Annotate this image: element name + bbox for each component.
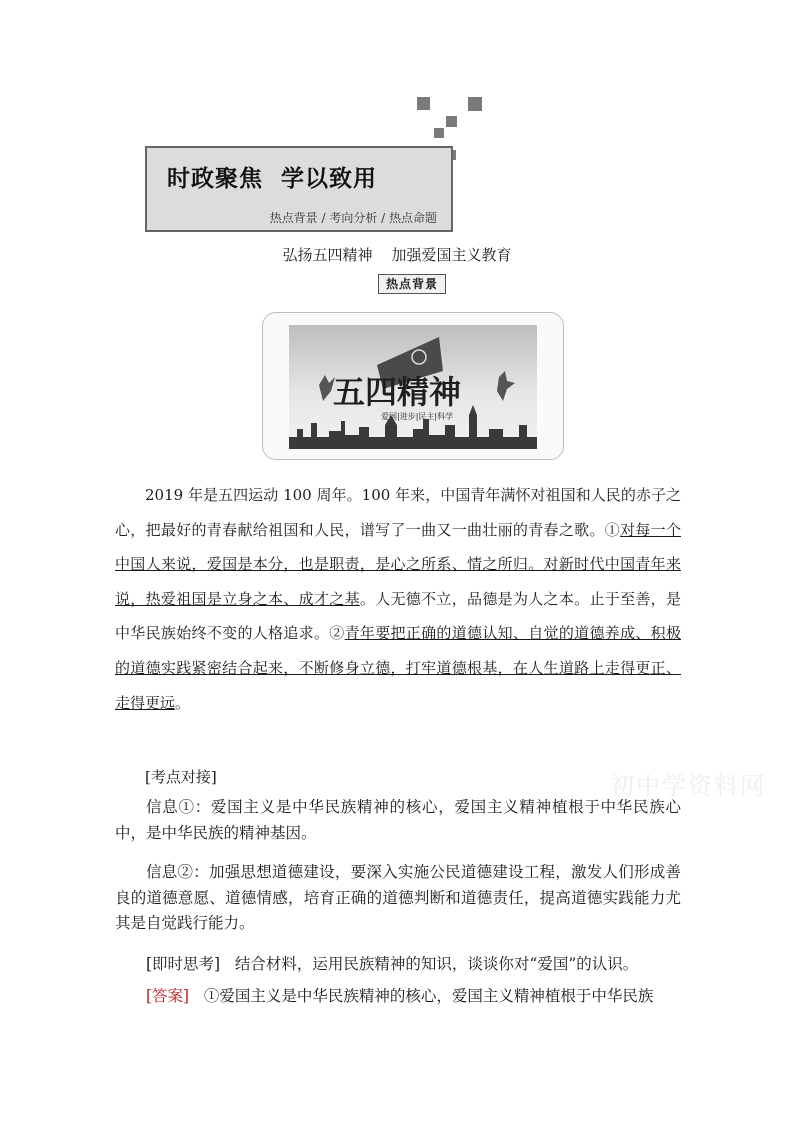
main-paragraph: [115, 478, 681, 720]
info-2: 信息②：加强思想道德建设，要深入实施公民道德建设工程，激发人们形成善良的道德意愿、道德情感，培育正确的道德判断和道德责任，提高道德实践能力尤其是自觉践行能力。: [115, 863, 681, 932]
answer-text: ①爱国主义是中华民族精神的核心，爱国主义精神植根于中华民族: [189, 987, 654, 1005]
underlined-text: 对每一个中国人来说，爱国是本分，也是职责，是心之所系、情之所归。对新时代中国青年来说，热爱祖国是立身之本、成才之基: [115, 520, 681, 608]
decor-square: [468, 97, 482, 111]
answer-label: [答案]: [146, 987, 190, 1005]
kaodian-label: [考点对接]: [145, 768, 217, 786]
may-fourth-banner-image: [289, 325, 537, 449]
think-label: [即时思考]: [146, 955, 221, 973]
watermark: 初中学资料网: [610, 772, 766, 800]
header-subtitle: 热点背景 / 考向分析 / 热点命题: [269, 211, 437, 225]
image-frame: [262, 312, 564, 460]
banner-slogan: 爱国|进步|民主|科学: [381, 412, 454, 421]
paragraph-text: 2019 年是五四运动 100 周年。100 年来，中国青年满怀对祖国和人民的赤子之心，把最好的青春献给祖国和人民，谱写了一曲又一曲壮丽的青春之歌。①: [115, 486, 681, 539]
section-tag: 热点背景: [378, 274, 446, 294]
section-header: [145, 146, 453, 232]
underlined-text: 青年要把正确的道德认知、自觉的道德养成、积极的道德实践紧密结合起来，不断修身立德，打牢道德根基，在人生道路上走得更正、走得更远: [115, 624, 681, 712]
paragraph-text: 。: [175, 693, 191, 712]
think-text: 结合材料，运用民族精神的知识，谈谈你对“爱国”的认识。: [220, 955, 639, 973]
decor-square: [446, 116, 457, 127]
info-1: 信息①：爱国主义是中华民族精神的核心，爱国主义精神植根于中华民族心中，是中华民族的精神基因。: [115, 798, 681, 842]
decor-square: [417, 97, 430, 110]
paragraph-text: 。人无德不立，品德是为人之本。止于至善，是中华民族始终不变的人格追求。②: [115, 589, 681, 643]
topic-title: 弘扬五四精神 加强爱国主义教育: [282, 246, 512, 264]
decor-square: [434, 128, 444, 138]
banner-calligraphy: 五四精神: [333, 373, 462, 411]
header-title: 时政聚焦 学以致用: [167, 166, 378, 192]
answer: [115, 984, 681, 1010]
think-question: [115, 952, 681, 978]
